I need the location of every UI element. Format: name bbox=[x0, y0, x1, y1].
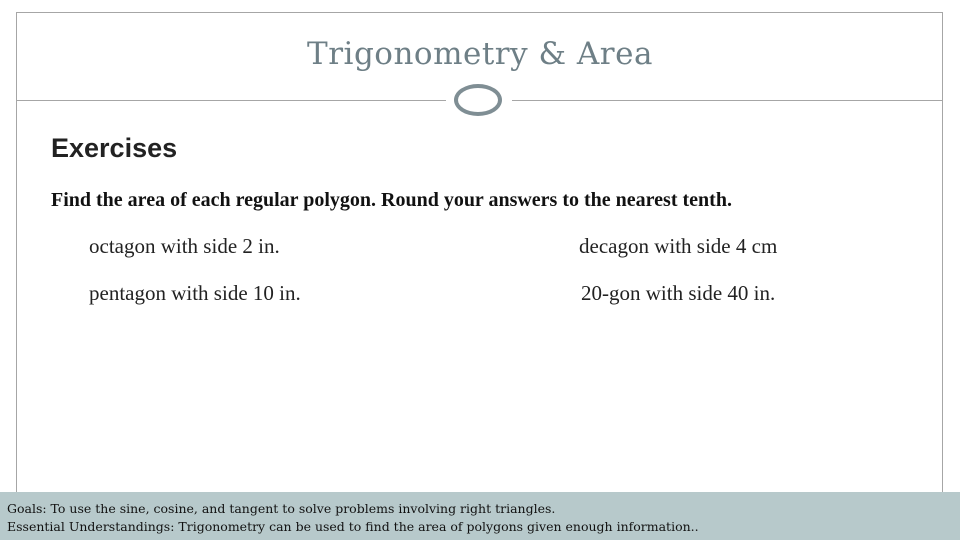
goals-text: Goals: To use the sine, cosine, and tangent to solve problems involving right triangles. bbox=[7, 501, 556, 516]
title-divider-left bbox=[16, 100, 446, 101]
instructions-text: Find the area of each regular polygon. Round your answers to the nearest tenth. bbox=[51, 189, 732, 211]
footer-bar bbox=[0, 492, 960, 540]
exercise-item: 20-gon with side 40 in. bbox=[581, 281, 776, 305]
title-divider-right bbox=[512, 100, 943, 101]
exercise-item: decagon with side 4 cm bbox=[579, 234, 778, 258]
exercise-item: octagon with side 2 in. bbox=[89, 234, 280, 258]
exercises-heading: Exercises bbox=[51, 133, 178, 163]
exercise-item: pentagon with side 10 in. bbox=[89, 281, 301, 305]
essential-understandings-text: Essential Understandings: Trigonometry can be used to find the area of polygons given enough information.. bbox=[7, 519, 699, 534]
ring-ornament-icon bbox=[454, 84, 502, 116]
slide-title: Trigonometry & Area bbox=[307, 36, 653, 72]
